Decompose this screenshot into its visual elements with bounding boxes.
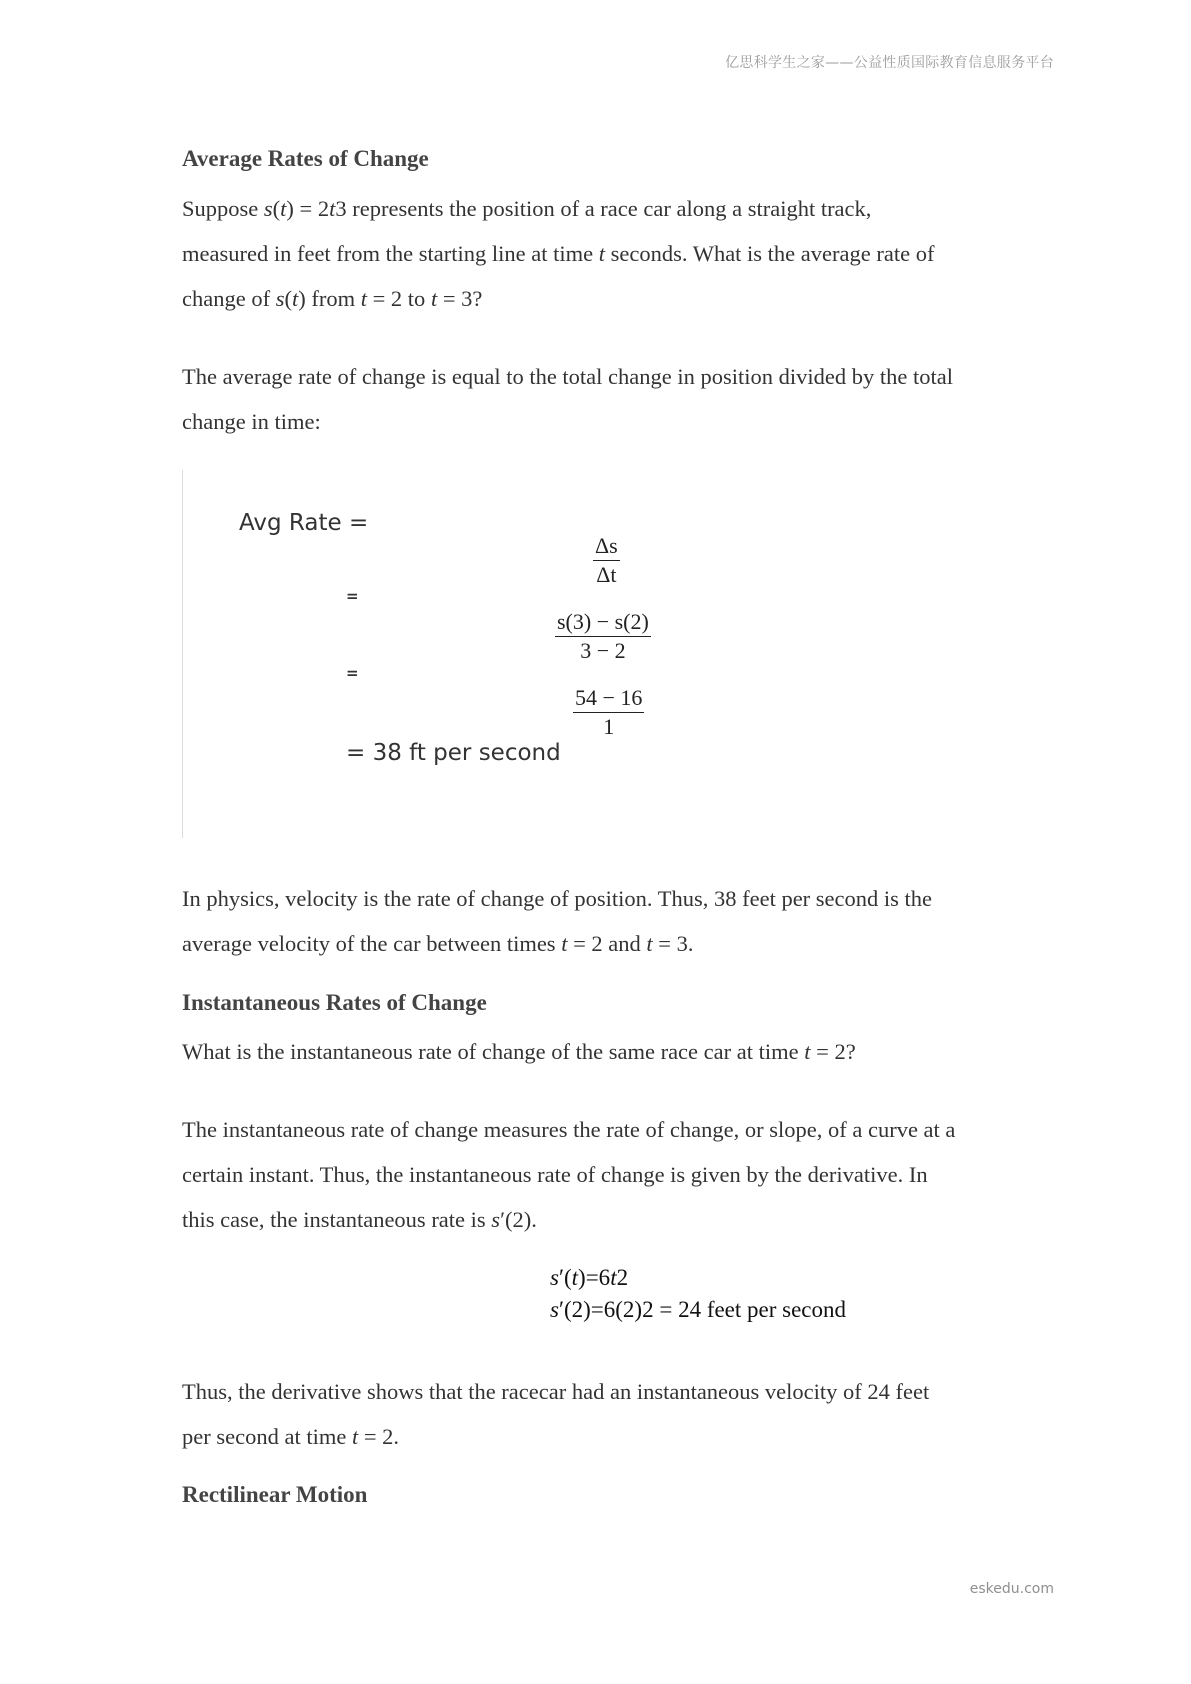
math-variable: t [598,241,605,266]
inst-explanation [182,1107,1022,1242]
text-line: Suppose s(t) = 2t3 represents the position of a race car along a straight track, [182,196,872,221]
fraction-numbers-num: 54 − 16 [573,684,644,713]
math-variable: t [291,286,299,311]
text-line: s′(t)=6t2 [550,1265,629,1290]
text-line: measured in feet from the starting line at time t seconds. What is the average rate of [182,241,935,266]
fraction-s-values-num: s(3) − s(2) [555,608,651,637]
math-variable: t [329,196,336,221]
derivative-equations [550,1262,1050,1326]
text-line: average velocity of the car between times t = 2 and t = 3. [182,931,694,956]
fraction-numbers-den: 1 [603,714,615,739]
text-line: What is the instantaneous rate of change of the same race car at time t = 2? [182,1039,856,1064]
fraction-s-values-den: 3 − 2 [580,638,626,663]
text-line: In physics, velocity is the rate of change of position. Thus, 38 feet per second is the [182,886,933,911]
fraction-delta [593,532,620,589]
heading-instantaneous-rates: Instantaneous Rates of Change [182,990,487,1015]
text-line: change in time: [182,409,321,434]
math-variable: s [263,196,273,221]
inst-conclusion [182,1369,1022,1459]
math-variable: s [491,1207,501,1232]
avg-conclusion [182,876,1022,966]
heading-average-rates: Average Rates of Change [182,146,429,171]
equals-sign: = [346,664,359,682]
avg-rate-result: = 38 ft per second [346,740,561,766]
text-line: change of s(t) from t = 2 to t = 3? [182,286,483,311]
math-variable: s [550,1265,559,1290]
heading-rectilinear-motion: Rectilinear Motion [182,1482,368,1507]
math-variable: t [430,286,438,311]
math-variable: t [280,196,287,221]
math-variable: t [646,931,653,956]
math-variable: t [804,1039,811,1064]
equals-sign: = [346,587,359,605]
avg-rate-label: Avg Rate = [239,510,369,536]
fraction-delta-num: Δs [593,532,620,561]
page-footer: eskedu.com [969,1581,1054,1597]
avg-explanation [182,354,1022,444]
text-line: certain instant. Thus, the instantaneous rate of change is given by the derivative. In [182,1162,928,1187]
fraction-s-values [555,608,651,665]
text-line: this case, the instantaneous rate is s′(2). [182,1207,537,1232]
math-variable: t [561,931,568,956]
text-line: The average rate of change is equal to the total change in position divided by the total [182,364,953,389]
math-variable: t [610,1265,617,1290]
math-variable: s [550,1297,559,1322]
fraction-delta-den: Δt [596,562,617,587]
text-line: per second at time t = 2. [182,1424,400,1449]
text-line: s′(2)=6(2)2 = 24 feet per second [550,1297,847,1322]
text-line: Thus, the derivative shows that the racecar had an instantaneous velocity of 24 feet [182,1379,930,1404]
math-variable: t [360,286,367,311]
avg-rate-figure [182,470,683,838]
avg-question [182,186,1022,321]
fraction-numbers [573,684,644,741]
math-variable: s [275,286,285,311]
inst-question [182,1029,1022,1074]
math-variable: t [571,1265,579,1290]
page-header: 亿思科学生之家——公益性质国际教育信息服务平台 [725,55,1054,71]
text-line: The instantaneous rate of change measures the rate of change, or slope, of a curve at a [182,1117,956,1142]
math-variable: t [351,1424,359,1449]
